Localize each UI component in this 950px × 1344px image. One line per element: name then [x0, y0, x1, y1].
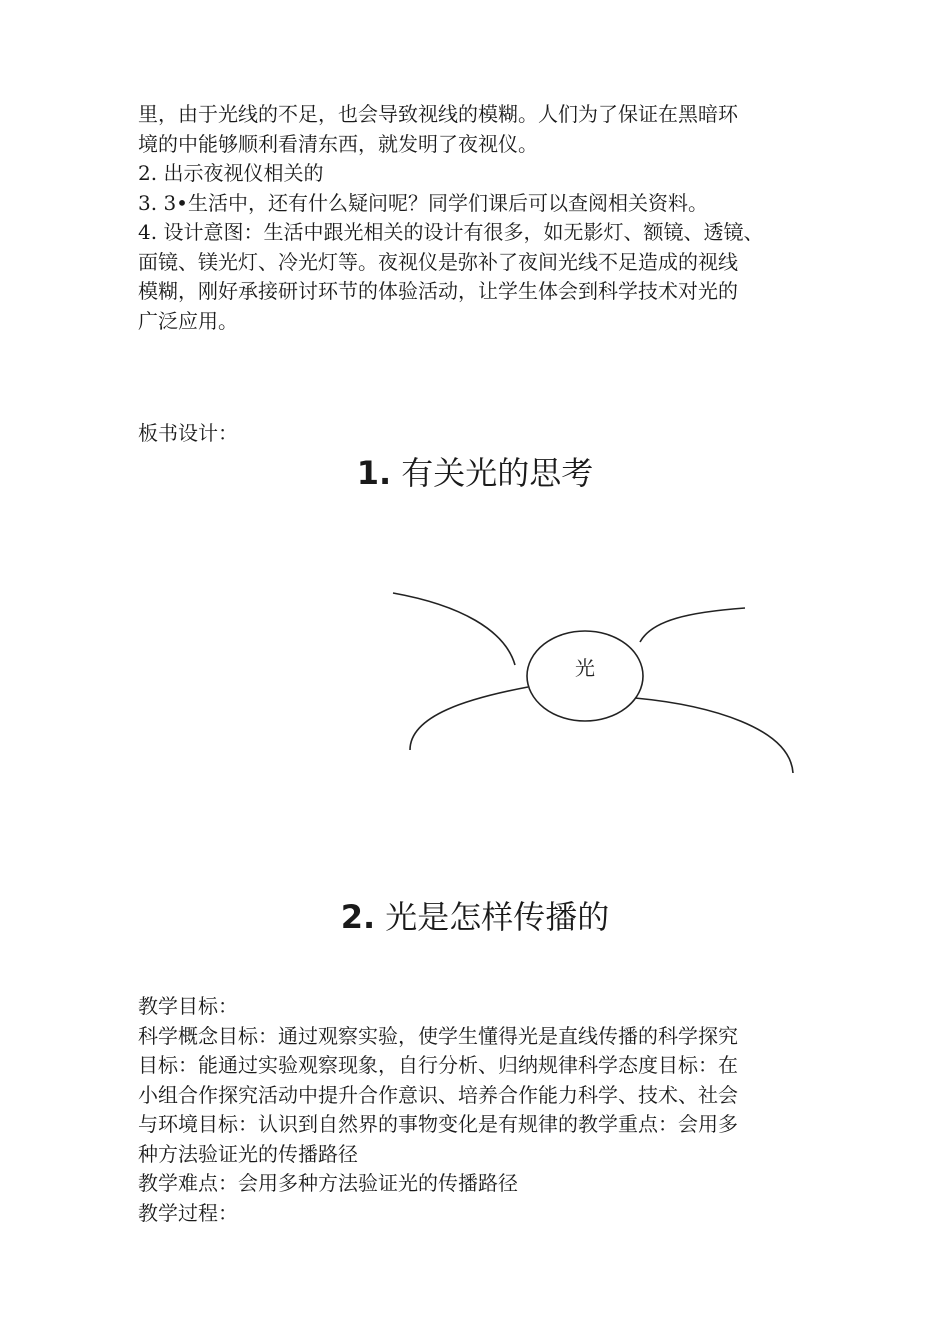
heading-1-text: 有关光的思考 [391, 454, 594, 492]
heading-1 [0, 448, 950, 494]
light-mind-map-diagram [380, 580, 810, 780]
intro-paragraph [138, 100, 838, 336]
teaching-process: 教学过程： [138, 1200, 238, 1225]
objectives-line-1: 科学概念目标：通过观察实验，使学生懂得光是直线传播的科学探究 [138, 1023, 738, 1048]
objectives-line-4: 与环境目标：认识到自然界的事物变化是有规律的教学重点：会用多 [138, 1112, 738, 1136]
item-4-line-1: 4. 设计意图：生活中跟光相关的设计有很多，如无影灯、额镜、透镜、 [138, 220, 764, 244]
item-3: 3. 3•生活中，还有什么疑问呢？同学们课后可以查阅相关资料。 [138, 190, 708, 215]
item-2: 2. 出示夜视仪相关的 [138, 161, 324, 185]
board-design-label: 板书设计： [138, 421, 238, 445]
objectives-line-3: 小组合作探究活动中提升合作意识、培养合作能力科学、技术、社会 [138, 1082, 738, 1107]
upper-right-branch [640, 608, 745, 642]
objectives-line-2: 目标：能通过实验观察现象，自行分析、归纳规律科学态度目标：在 [138, 1053, 738, 1077]
item-4-line-3: 模糊，刚好承接研讨环节的体验活动，让学生体会到科学技术对光的 [138, 279, 738, 303]
lower-left-branch [410, 687, 528, 750]
heading-2 [0, 892, 950, 938]
objectives-section [138, 992, 838, 1228]
item-4-line-4: 广泛应用。 [138, 308, 238, 333]
lower-right-branch [635, 698, 793, 773]
heading-2-number: 2. [340, 898, 376, 936]
heading-2-text: 光是怎样传播的 [375, 898, 610, 936]
upper-left-branch [393, 593, 515, 665]
item-4-line-2: 面镜、镁光灯、冷光灯等。夜视仪是弥补了夜间光线不足造成的视线 [138, 249, 738, 274]
intro-line-2: 境的中能够顺利看清东西，就发明了夜视仪。 [138, 131, 538, 156]
intro-line-1: 里，由于光线的不足，也会导致视线的模糊。人们为了保证在黑暗环 [138, 102, 738, 126]
center-label: 光 [575, 656, 595, 680]
teaching-difficulty: 教学难点：会用多种方法验证光的传播路径 [138, 1171, 518, 1195]
objectives-title: 教学目标： [138, 994, 238, 1018]
objectives-line-5: 种方法验证光的传播路径 [138, 1141, 358, 1166]
heading-1-number: 1. [356, 454, 392, 492]
